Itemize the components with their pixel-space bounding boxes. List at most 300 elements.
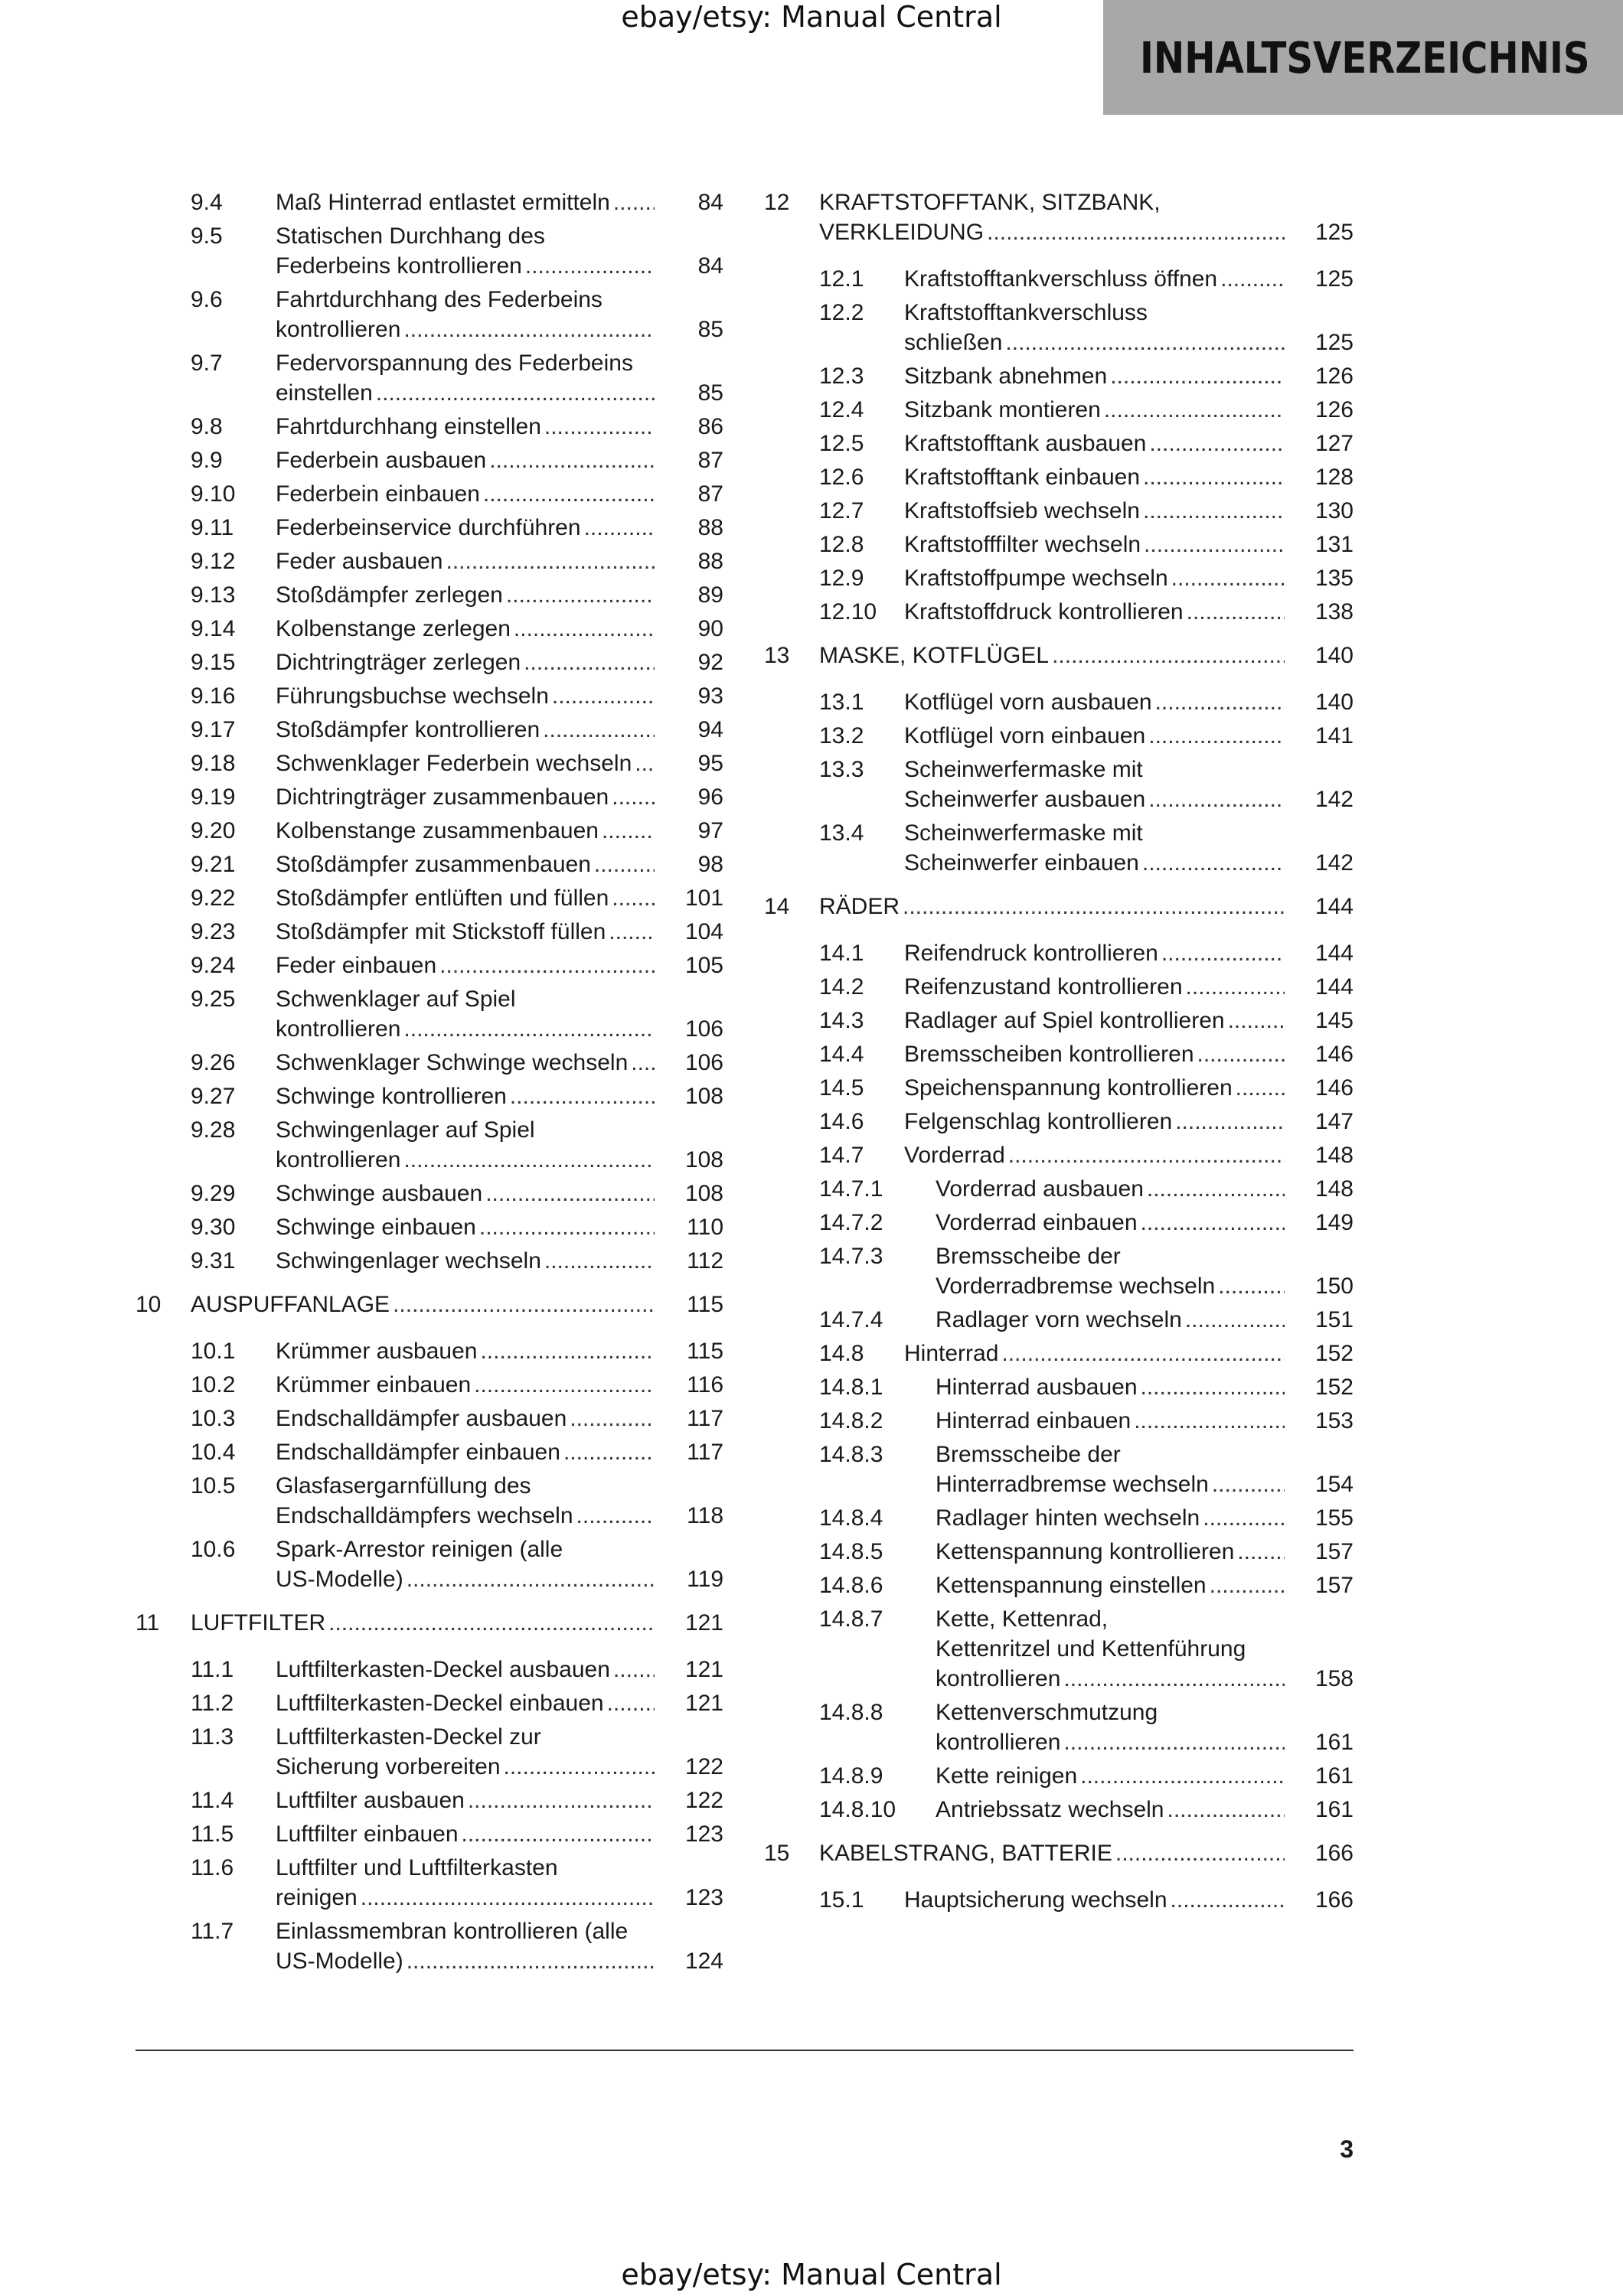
toc-entry[interactable]	[764, 1372, 1354, 1402]
toc-entry[interactable]	[136, 479, 723, 509]
toc-entry[interactable]	[764, 1208, 1354, 1238]
toc-entry-page: 85	[697, 380, 723, 406]
toc-entry-page: 149	[1314, 1210, 1354, 1235]
toc-entry-title-line	[904, 1339, 1285, 1368]
toc-entry-title-text: VERKLEIDUNG	[819, 220, 985, 245]
toc-entry-page: 94	[697, 717, 723, 742]
toc-entry-number: 9.8	[191, 414, 223, 439]
toc-dot-leader	[609, 917, 655, 947]
toc-entry-number: 14.7.2	[819, 1210, 883, 1235]
toc-entry-title-line	[276, 1688, 655, 1718]
toc-entry-number: 14.8.10	[819, 1797, 896, 1822]
toc-entry-title-text: Bremsscheiben kontrollieren	[904, 1042, 1194, 1067]
toc-entry-title-text: Luftfilterkasten-Deckel einbauen	[276, 1691, 604, 1716]
toc-entry-title-text: AUSPUFFANLAGE	[191, 1292, 390, 1317]
toc-entry-page: 140	[1314, 690, 1354, 715]
toc-entry-title	[276, 1336, 723, 1366]
toc-entry[interactable]	[764, 1305, 1354, 1335]
toc-entry-title	[276, 1786, 723, 1815]
toc-entry-title-text: Radlager auf Spiel kontrollieren	[904, 1008, 1225, 1033]
toc-chapter-entry[interactable]	[136, 1290, 723, 1319]
toc-entry-title-line	[904, 972, 1285, 1002]
toc-entry-title-text: Feder einbauen	[276, 953, 437, 978]
header-title-bar	[1103, 0, 1623, 115]
toc-entry-title	[904, 530, 1354, 559]
toc-entry-number: 10.4	[191, 1440, 236, 1465]
toc-entry[interactable]	[764, 1761, 1354, 1791]
toc-entry-title	[276, 1688, 723, 1718]
toc-entry[interactable]	[136, 1722, 723, 1782]
toc-entry-title-text: Scheinwerfer ausbauen	[904, 787, 1146, 812]
toc-entry-number: 11.1	[191, 1657, 234, 1682]
toc-entry-number: 13.4	[819, 820, 864, 846]
toc-entry-number: 9.28	[191, 1117, 236, 1143]
toc-dot-leader	[612, 883, 655, 913]
toc-dot-leader	[552, 681, 655, 711]
toc-entry-page: 108	[684, 1084, 723, 1109]
toc-entry[interactable]	[136, 681, 723, 711]
toc-entry[interactable]	[764, 721, 1354, 751]
toc-dot-leader	[483, 479, 655, 509]
toc-entry[interactable]	[764, 755, 1354, 814]
toc-dot-leader	[439, 951, 655, 980]
toc-entry[interactable]	[764, 818, 1354, 878]
toc-entry-title	[276, 1819, 723, 1849]
toc-entry-page: 144	[1314, 894, 1354, 919]
toc-entry-number: 12.4	[819, 397, 864, 422]
toc-dot-leader	[1134, 1406, 1285, 1436]
toc-entry-title-line	[276, 251, 655, 281]
toc-entry-title-line	[276, 748, 655, 778]
toc-entry-page: 166	[1314, 1887, 1354, 1913]
toc-entry-page: 150	[1314, 1274, 1354, 1299]
toc-dot-leader	[635, 748, 655, 778]
toc-entry[interactable]	[136, 580, 723, 610]
toc-dot-leader	[1144, 530, 1285, 559]
toc-dot-leader	[544, 1246, 655, 1276]
toc-entry-title-line	[276, 1752, 655, 1782]
toc-entry-title	[276, 1246, 723, 1276]
toc-entry-title-line	[936, 1174, 1285, 1204]
toc-entry[interactable]	[136, 984, 723, 1044]
toc-dot-leader	[613, 188, 655, 217]
toc-entry-number: 14.3	[819, 1008, 864, 1033]
toc-entry[interactable]	[136, 1819, 723, 1849]
toc-dot-leader	[1236, 1073, 1285, 1103]
toc-entry[interactable]	[136, 1048, 723, 1078]
toc-entry[interactable]	[764, 1339, 1354, 1368]
toc-entry-title-text: Hauptsicherung wechseln	[904, 1887, 1167, 1913]
toc-entry-title-line	[276, 1655, 655, 1684]
toc-entry[interactable]	[764, 1140, 1354, 1170]
toc-entry[interactable]	[136, 1370, 723, 1400]
toc-entry-title-text: schließen	[904, 330, 1003, 355]
toc-entry-page: 152	[1314, 1375, 1354, 1400]
toc-dot-leader	[446, 546, 655, 576]
toc-entry-number: 12.10	[819, 599, 877, 625]
toc-entry-title-line	[276, 479, 655, 509]
toc-entry[interactable]	[136, 221, 723, 281]
toc-entry[interactable]	[764, 1795, 1354, 1825]
toc-entry-title	[904, 395, 1354, 425]
toc-entry[interactable]	[764, 1604, 1354, 1694]
toc-entry-page: 87	[697, 448, 723, 473]
toc-entry[interactable]	[764, 361, 1354, 391]
toc-entry-number: 14	[764, 894, 790, 919]
toc-entry[interactable]	[764, 597, 1354, 627]
toc-entry[interactable]	[136, 1212, 723, 1242]
toc-dot-leader	[903, 892, 1285, 921]
toc-entry-title-text: Sicherung vorbereiten	[276, 1754, 501, 1779]
toc-entry-number: 14.8.4	[819, 1505, 883, 1531]
toc-entry-title-text: kontrollieren	[936, 1666, 1061, 1691]
toc-entry-title-line	[936, 1406, 1285, 1436]
toc-entry-number: 12	[764, 190, 790, 215]
toc-entry-title-line	[276, 1564, 655, 1594]
toc-dot-leader	[1063, 1727, 1285, 1757]
toc-entry[interactable]	[136, 412, 723, 442]
toc-entry[interactable]	[764, 687, 1354, 717]
toc-entry[interactable]	[764, 1406, 1354, 1436]
toc-entry-title	[276, 850, 723, 879]
toc-dot-leader	[612, 782, 655, 812]
toc-entry-number: 14.8.1	[819, 1375, 883, 1400]
toc-entry[interactable]	[764, 496, 1354, 526]
toc-entry[interactable]	[136, 883, 723, 913]
toc-entry[interactable]	[764, 563, 1354, 593]
toc-entry-title	[276, 1370, 723, 1400]
toc-entry-title-text: Endschalldämpfer ausbauen	[276, 1406, 567, 1431]
toc-entry-number: 14.7.1	[819, 1176, 883, 1202]
toc-entry-number: 9.17	[191, 717, 236, 742]
toc-entry-title-text: US-Modelle)	[276, 1949, 403, 1974]
toc-entry[interactable]	[764, 395, 1354, 425]
toc-dot-leader	[607, 1688, 655, 1718]
toc-dot-leader	[403, 315, 655, 344]
toc-entry-title-line	[276, 1819, 655, 1849]
toc-entry-title-line	[276, 1212, 655, 1242]
toc-entry-title-text: Stoßdämpfer zerlegen	[276, 582, 503, 608]
toc-entry[interactable]	[136, 348, 723, 408]
toc-entry-number: 12.6	[819, 465, 864, 490]
toc-entry-title	[276, 1916, 723, 1976]
toc-dot-leader	[328, 1608, 655, 1638]
toc-entry-title-line	[904, 1073, 1285, 1103]
toc-entry-title	[191, 1608, 723, 1638]
toc-entry-number: 9.12	[191, 549, 236, 574]
toc-entry[interactable]	[764, 1440, 1354, 1499]
toc-entry-page: 140	[1314, 643, 1354, 668]
toc-entry-number: 11.6	[191, 1855, 234, 1880]
toc-entry[interactable]	[136, 748, 723, 778]
toc-entry-title-text: Kolbenstange zusammenbauen	[276, 818, 599, 843]
toc-dot-leader	[1142, 848, 1285, 878]
toc-entry[interactable]	[136, 1437, 723, 1467]
toc-entry[interactable]	[136, 445, 723, 475]
toc-entry-page: 95	[697, 751, 723, 776]
toc-dot-leader	[594, 850, 655, 879]
toc-dot-leader	[468, 1786, 655, 1815]
toc-entry-title-line	[276, 681, 655, 711]
toc-entry[interactable]	[764, 1241, 1354, 1301]
toc-entry[interactable]	[136, 850, 723, 879]
toc-entry[interactable]	[764, 1698, 1354, 1757]
toc-entry-number: 14.6	[819, 1109, 864, 1134]
toc-entry-page: 126	[1314, 397, 1354, 422]
toc-entry[interactable]	[136, 614, 723, 644]
toc-entry-title	[904, 298, 1354, 357]
toc-entry-title	[904, 1073, 1354, 1103]
toc-entry-title-line	[276, 917, 655, 947]
toc-entry[interactable]	[764, 1006, 1354, 1035]
toc-entry-page: 145	[1314, 1008, 1354, 1033]
toc-entry[interactable]	[136, 513, 723, 543]
toc-entry[interactable]	[764, 1885, 1354, 1915]
toc-entry[interactable]	[136, 1786, 723, 1815]
toc-entry[interactable]	[136, 285, 723, 344]
toc-entry-title-text: Bremsscheibe der	[936, 1244, 1121, 1269]
toc-entry[interactable]	[136, 1655, 723, 1684]
toc-entry-title-line	[276, 412, 655, 442]
toc-entry-title-line	[276, 285, 655, 315]
toc-entry-title	[904, 721, 1354, 751]
toc-entry-title-line	[276, 1946, 655, 1976]
toc-entry-number: 14.8.8	[819, 1700, 883, 1725]
toc-entry[interactable]	[136, 1179, 723, 1208]
toc-dot-leader	[1167, 1795, 1285, 1825]
toc-entry-title-text: Kraftstofftankverschluss	[904, 300, 1148, 325]
toc-chapter-entry[interactable]	[136, 1608, 723, 1638]
toc-entry-title-line	[936, 1469, 1285, 1499]
toc-entry-title-text: Krümmer ausbauen	[276, 1339, 478, 1364]
toc-entry-title	[276, 1404, 723, 1433]
toc-entry-page: 144	[1314, 941, 1354, 966]
toc-entry-title	[276, 285, 723, 344]
toc-entry-title	[904, 938, 1354, 968]
toc-entry[interactable]	[136, 1336, 723, 1366]
toc-entry-title-text: Kraftstoffsieb wechseln	[904, 498, 1140, 523]
toc-dot-leader	[1005, 328, 1285, 357]
toc-dot-leader	[1220, 264, 1285, 294]
toc-entry-title-text: Luftfilter und Luftfilterkasten	[276, 1855, 558, 1880]
toc-entry-number: 15.1	[819, 1887, 864, 1913]
toc-entry-number: 14.2	[819, 974, 864, 1000]
toc-entry[interactable]	[136, 782, 723, 812]
toc-entry[interactable]	[764, 462, 1354, 492]
toc-entry-number: 14.7.3	[819, 1244, 883, 1269]
toc-entry-title-text: Scheinwerfermaske mit	[904, 820, 1143, 846]
toc-entry-number: 10.3	[191, 1406, 236, 1431]
toc-entry[interactable]	[136, 1534, 723, 1594]
toc-entry-page: 141	[1314, 723, 1354, 748]
toc-entry-page: 87	[697, 481, 723, 507]
toc-entry-page: 155	[1314, 1505, 1354, 1531]
toc-entry-number: 9.7	[191, 351, 223, 376]
toc-entry-page: 144	[1314, 974, 1354, 1000]
toc-entry[interactable]	[764, 1570, 1354, 1600]
toc-entry-page: 115	[687, 1339, 723, 1364]
toc-column-left	[136, 188, 723, 1980]
toc-entry-title-text: Schwenklager Schwinge wechseln	[276, 1050, 629, 1075]
toc-dot-leader	[1141, 1208, 1285, 1238]
toc-entry-title-line	[276, 1336, 655, 1366]
toc-dot-leader	[403, 1145, 655, 1175]
toc-entry[interactable]	[764, 938, 1354, 968]
toc-entry-page: 161	[1314, 1730, 1354, 1755]
toc-entry-page: 125	[1314, 266, 1354, 292]
toc-entry-title	[276, 917, 723, 947]
toc-entry-page: 146	[1314, 1042, 1354, 1067]
toc-entry-page: 84	[697, 190, 723, 215]
toc-entry[interactable]	[136, 1688, 723, 1718]
toc-entry-page: 166	[1314, 1841, 1354, 1866]
toc-entry-page: 125	[1314, 330, 1354, 355]
toc-entry[interactable]	[764, 530, 1354, 559]
toc-entry-title-text: Kraftstofftank einbauen	[904, 465, 1140, 490]
toc-entry[interactable]	[136, 1246, 723, 1276]
toc-entry-title-text: Schwinge einbauen	[276, 1215, 476, 1240]
toc-entry-title	[904, 1107, 1354, 1137]
toc-entry[interactable]	[136, 715, 723, 745]
toc-entry-page: 127	[1314, 431, 1354, 456]
toc-entry-title-text: Kolbenstange zerlegen	[276, 616, 511, 641]
toc-entry-title-text: Schwinge kontrollieren	[276, 1084, 507, 1109]
toc-entry[interactable]	[136, 1404, 723, 1433]
toc-dot-leader	[479, 1212, 655, 1242]
toc-entry-title-text: Dichtringträger zusammenbauen	[276, 784, 609, 810]
toc-entry-title-text: Schwingenlager auf Spiel	[276, 1117, 535, 1143]
toc-entry-title-line	[276, 1916, 655, 1946]
toc-entry[interactable]	[764, 1073, 1354, 1103]
toc-entry-title-text: Radlager vorn wechseln	[936, 1307, 1182, 1332]
toc-entry[interactable]	[136, 1115, 723, 1175]
toc-entry-title	[904, 1039, 1354, 1069]
toc-entry-title	[276, 1853, 723, 1913]
toc-entry-number: 10	[136, 1292, 162, 1317]
toc-dot-leader	[1237, 1537, 1285, 1567]
toc-entry-title-text: Kotflügel vorn ausbauen	[904, 690, 1152, 715]
toc-entry-page: 108	[684, 1147, 723, 1172]
toc-entry-title-line	[276, 445, 655, 475]
toc-entry-title-text: Reifendruck kontrollieren	[904, 941, 1158, 966]
toc-entry-title-line	[904, 1140, 1285, 1170]
toc-entry[interactable]	[764, 972, 1354, 1002]
toc-entry-title-text: Vorderradbremse wechseln	[936, 1274, 1216, 1299]
toc-entry-number: 9.19	[191, 784, 236, 810]
toc-entry-title	[276, 445, 723, 475]
toc-entry-title-text: Krümmer einbauen	[276, 1372, 472, 1397]
toc-entry-title-line	[276, 782, 655, 812]
toc-entry[interactable]	[136, 816, 723, 846]
toc-entry-title-line	[904, 687, 1285, 717]
toc-entry[interactable]	[136, 546, 723, 576]
watermark-bottom: ebay/etsy: Manual Central	[621, 2258, 1002, 2291]
toc-entry-page: 96	[697, 784, 723, 810]
toc-entry-title-text: LUFTFILTER	[191, 1610, 326, 1636]
toc-entry-page: 104	[684, 919, 723, 944]
toc-entry[interactable]	[764, 429, 1354, 458]
toc-dot-leader	[524, 647, 655, 677]
toc-entry-page: 135	[1314, 566, 1354, 591]
toc-entry-title-line	[276, 1722, 655, 1752]
toc-entry-title	[276, 614, 723, 644]
toc-chapter-entry[interactable]	[764, 641, 1354, 670]
toc-entry-page: 119	[687, 1567, 723, 1592]
toc-dot-leader	[1149, 429, 1285, 458]
toc-entry[interactable]	[136, 951, 723, 980]
toc-chapter-entry[interactable]	[764, 1838, 1354, 1868]
toc-entry-title	[276, 1655, 723, 1684]
toc-entry-title-text: kontrollieren	[276, 1147, 401, 1172]
toc-entry-title-line	[936, 1698, 1285, 1727]
toc-entry[interactable]	[764, 1537, 1354, 1567]
toc-entry-title-line	[276, 378, 655, 408]
toc-entry[interactable]	[136, 188, 723, 217]
toc-entry-number: 12.2	[819, 300, 864, 325]
toc-entry[interactable]	[764, 1107, 1354, 1137]
toc-entry-title-line	[276, 513, 655, 543]
toc-entry-title	[276, 1081, 723, 1111]
toc-entry[interactable]	[136, 917, 723, 947]
toc-entry-title-line	[904, 328, 1285, 357]
toc-entry[interactable]	[764, 1039, 1354, 1069]
toc-chapter-entry[interactable]	[764, 892, 1354, 921]
toc-entry-title	[276, 1115, 723, 1175]
toc-entry-title-text: Luftfilter ausbauen	[276, 1788, 465, 1813]
toc-entry[interactable]	[136, 1471, 723, 1531]
toc-entry[interactable]	[764, 1503, 1354, 1533]
toc-entry-page: 85	[697, 317, 723, 342]
toc-entry[interactable]	[764, 298, 1354, 357]
toc-entry-title-text: Hinterradbremse wechseln	[936, 1472, 1209, 1497]
toc-entry-number: 11.2	[191, 1691, 234, 1716]
toc-chapter-entry[interactable]	[764, 188, 1354, 247]
toc-entry-title-line	[904, 1006, 1285, 1035]
toc-entry-page: 89	[697, 582, 723, 608]
toc-entry[interactable]	[136, 1853, 723, 1913]
toc-entry-page: 117	[687, 1406, 723, 1431]
toc-entry[interactable]	[136, 647, 723, 677]
toc-entry[interactable]	[136, 1081, 723, 1111]
toc-entry-title-line	[936, 1761, 1285, 1791]
toc-entry[interactable]	[764, 1174, 1354, 1204]
toc-entry-title-line	[936, 1503, 1285, 1533]
toc-dot-leader	[1063, 1664, 1285, 1694]
toc-dot-leader	[1218, 1271, 1285, 1301]
toc-dot-leader	[584, 513, 655, 543]
toc-entry-title-line	[936, 1305, 1285, 1335]
toc-entry[interactable]	[136, 1916, 723, 1976]
toc-entry[interactable]	[764, 264, 1354, 294]
toc-entry-title	[276, 513, 723, 543]
toc-dot-leader	[1210, 1570, 1285, 1600]
toc-entry-number: 11.3	[191, 1724, 234, 1750]
toc-dot-leader	[1080, 1761, 1285, 1791]
toc-entry-title-line	[276, 647, 655, 677]
toc-entry-title-text: Federbein ausbauen	[276, 448, 487, 473]
toc-entry-title-text: Kotflügel vorn einbauen	[904, 723, 1146, 748]
toc-entry-title-line	[904, 938, 1285, 968]
toc-entry-title-line	[191, 1608, 655, 1638]
toc-entry-title-line	[276, 816, 655, 846]
toc-entry-number: 13.2	[819, 723, 864, 748]
toc-entry-title-line	[276, 1115, 655, 1145]
watermark-top: ebay/etsy: Manual Central	[621, 0, 1002, 34]
toc-dot-leader	[1171, 563, 1285, 593]
toc-entry-title-text: KRAFTSTOFFTANK, SITZBANK,	[819, 190, 1161, 215]
toc-entry-title-line	[276, 1179, 655, 1208]
toc-dot-leader	[544, 412, 655, 442]
